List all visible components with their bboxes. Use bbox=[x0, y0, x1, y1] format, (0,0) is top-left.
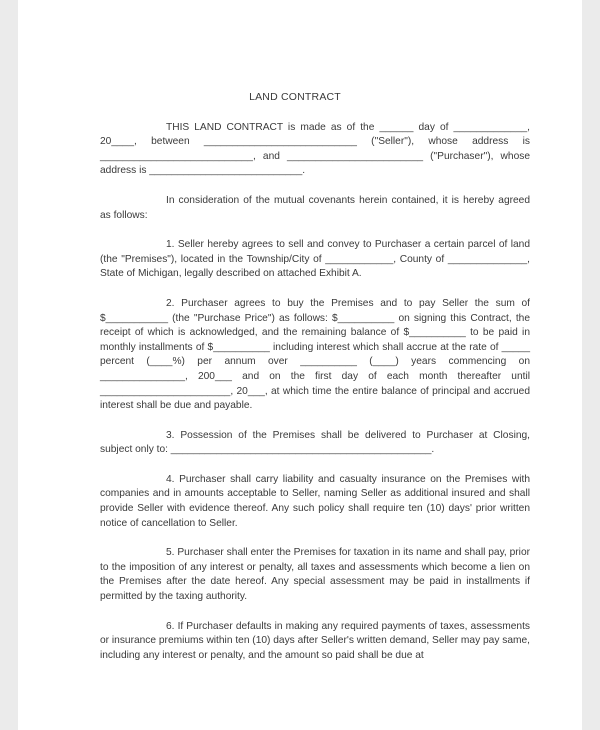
clause-5-taxes: 5. Purchaser shall enter the Premises for taxation in its name and shall pay, prior to the imposition of any interest or penalty, all taxes and assessments which become a lien on the Premises after the date hereof. Any special assessment may be paid in installments if permitted by the taxing authority. bbox=[100, 547, 530, 603]
clause-2-purchase-price: 2. Purchaser agrees to buy the Premises and to pay Seller the sum of $___________ (the "Purchase Price") as follows: $__________ on signing this Contract, the receipt of which is acknowledged, and the remaining balance of $__________ to be paid in monthly installments of $__________ including interest which shall accrue at the rate of _____ percent (____%) per annum over __________ (____) years commencing on _______________, 200___ and on the first day of each month thereafter until _______________________, 20___, at which time the entire balance of principal and accrued interest shall be due and payable. bbox=[100, 297, 530, 412]
contract-body bbox=[100, 90, 530, 663]
clause-1-sale: 1. Seller hereby agrees to sell and convey to Purchaser a certain parcel of land (the "Premises"), located in the Township/City of ____________, County of ______________, State of Michigan, legally described on attached Exhibit A. bbox=[100, 239, 530, 280]
document-page bbox=[18, 0, 582, 730]
consideration-paragraph: In consideration of the mutual covenants herein contained, it is hereby agreed as follows: bbox=[100, 194, 530, 221]
document-title: LAND CONTRACT bbox=[249, 91, 341, 103]
opening-paragraph: THIS LAND CONTRACT is made as of the ______ day of _____________, 20____, between ___________________________ ("Seller"), whose address is ___________________________, and ________________________ ("Purchaser"), whose address is ___________________________. bbox=[100, 121, 530, 177]
clause-3-possession: 3. Possession of the Premises shall be delivered to Purchaser at Closing, subject only to: ______________________________________________. bbox=[100, 429, 530, 456]
clause-6-default: 6. If Purchaser defaults in making any required payments of taxes, assessments or insurance premiums within ten (10) days after Seller's written demand, Seller may pay same, including any interest or penalty, and the amount so paid shall be due at bbox=[100, 620, 530, 661]
clause-4-insurance: 4. Purchaser shall carry liability and casualty insurance on the Premises with companies and in amounts acceptable to Seller, naming Seller as additional insured and shall provide Seller with evidence thereof. Any such policy shall require ten (10) days' prior written notice of cancellation to Seller. bbox=[100, 473, 530, 529]
